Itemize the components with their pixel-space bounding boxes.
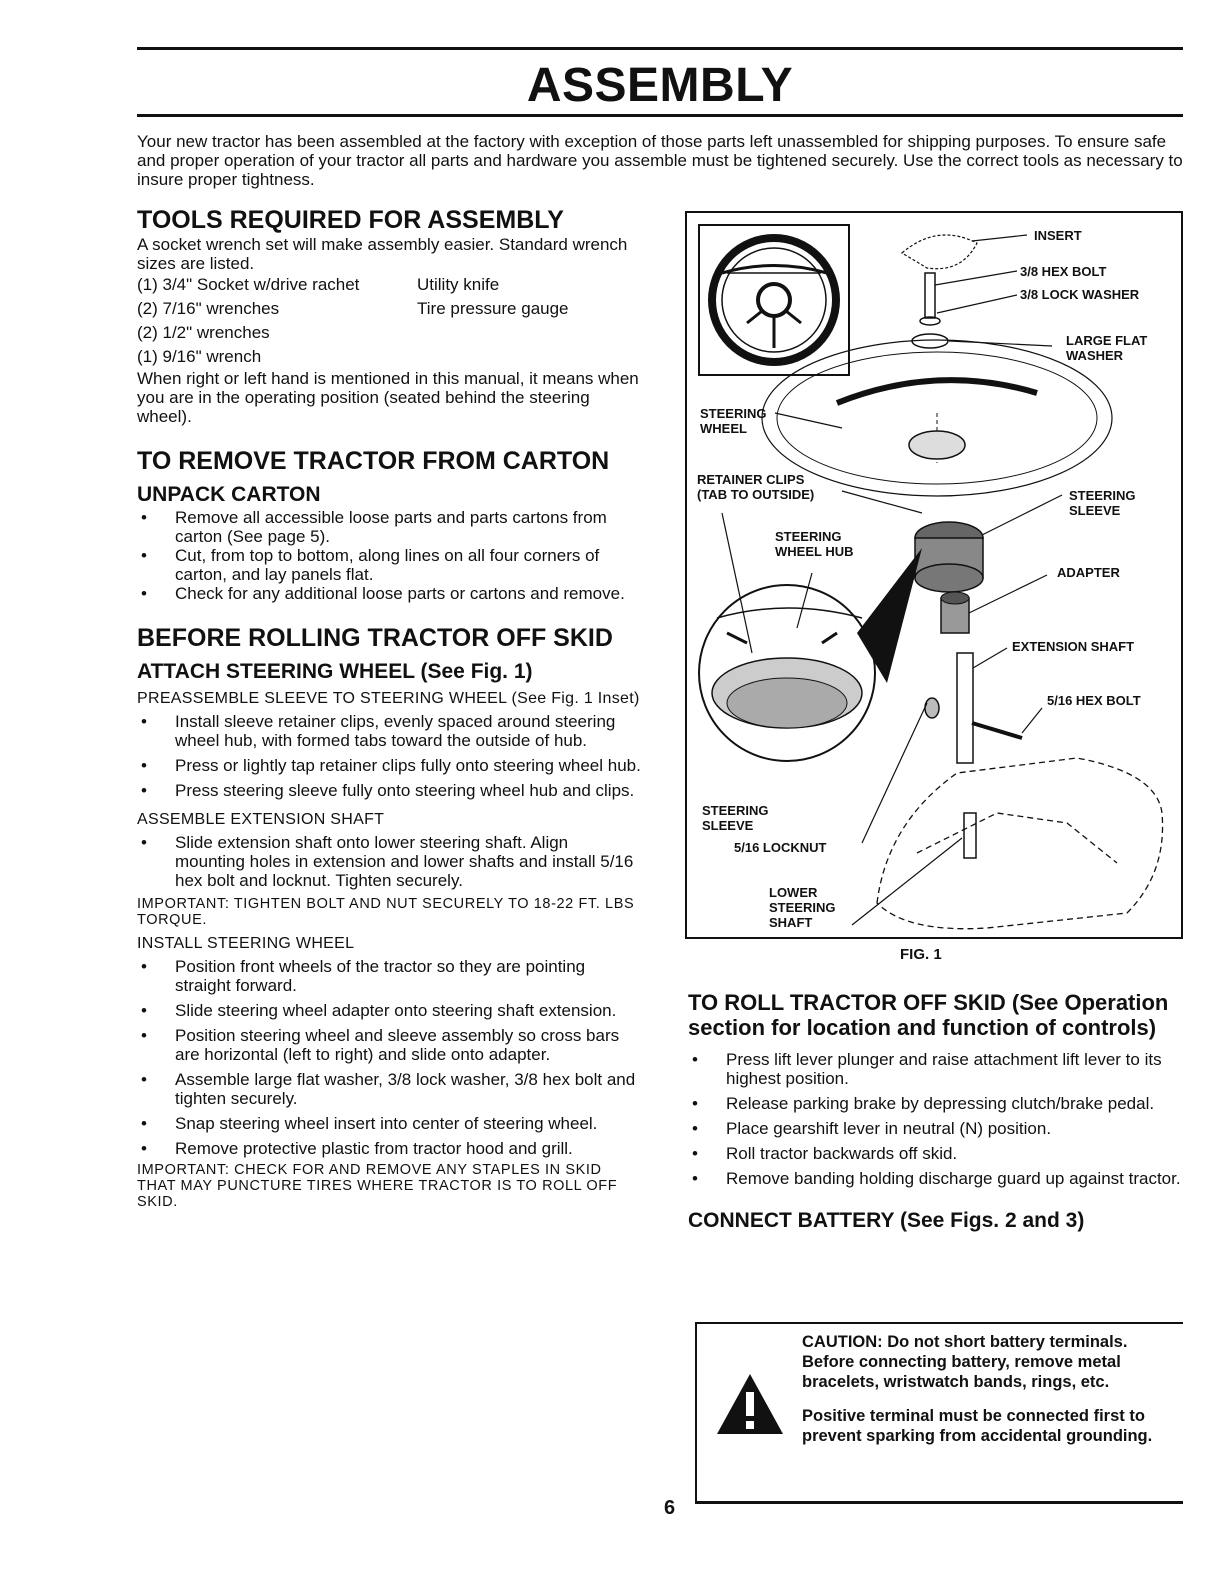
tools-heading: TOOLS REQUIRED FOR ASSEMBLY bbox=[137, 206, 564, 234]
list-item: • Remove protective plastic from tractor hood and grill. bbox=[141, 1139, 573, 1158]
caution-warning: CAUTION: Do not short battery terminals. Before connecting battery, remove metal bracelets, wristwatch bands, rings, etc. bbox=[802, 1333, 1128, 1391]
list-item: • Install sleeve retainer clips, evenly spaced around steering wheel hub, with formed tabs toward the outside of hub. bbox=[141, 712, 616, 750]
tool-item: (1) 3/4" Socket w/drive rachet bbox=[137, 275, 360, 294]
figure-1 bbox=[685, 211, 1183, 939]
battery-heading: CONNECT BATTERY (See Figs. 2 and 3) bbox=[688, 1209, 1085, 1232]
warning-triangle-icon bbox=[715, 1372, 785, 1436]
roll-list bbox=[688, 1050, 1188, 1188]
remove-heading: TO REMOVE TRACTOR FROM CARTON bbox=[137, 447, 610, 475]
important-staples: IMPORTANT: CHECK FOR AND REMOVE ANY STAPLES IN SKID THAT MAY PUNCTURE TIRES WHERE TRACTOR IS TO ROLL OFF SKID. bbox=[137, 1162, 618, 1210]
top-rule bbox=[137, 47, 1183, 50]
tool-item: (1) 9/16" wrench bbox=[137, 347, 262, 366]
attach-subheading: ATTACH STEERING WHEEL (See Fig. 1) bbox=[137, 660, 533, 683]
tool-item: (2) 7/16" wrenches bbox=[137, 299, 280, 318]
label-steering-wheel: STEERING WHEEL bbox=[700, 406, 767, 436]
label-adapter: ADAPTER bbox=[1057, 565, 1120, 580]
preassemble-title: PREASSEMBLE SLEEVE TO STEERING WHEEL (See Fig. 1 Inset) bbox=[137, 690, 640, 707]
list-item: • Press or lightly tap retainer clips fully onto steering wheel hub. bbox=[141, 756, 641, 775]
tool-item: Tire pressure gauge bbox=[417, 299, 569, 318]
caution-positive-terminal: Positive terminal must be connected first to prevent sparking from accidental grounding. bbox=[802, 1407, 1153, 1445]
tool-item: Utility knife bbox=[417, 275, 500, 294]
list-item: • Release parking brake by depressing clutch/brake pedal. bbox=[692, 1094, 1155, 1113]
title-rule bbox=[137, 114, 1183, 117]
tool-item bbox=[417, 321, 637, 345]
list-item: • Check for any additional loose parts or cartons and remove. bbox=[141, 584, 625, 603]
install-list bbox=[137, 957, 642, 1158]
list-item: • Press lift lever plunger and raise attachment lift lever to its highest position. bbox=[692, 1050, 1162, 1088]
important-torque: IMPORTANT: TIGHTEN BOLT AND NUT SECURELY TO 18-22 FT. LBS TORQUE. bbox=[137, 896, 635, 928]
caution-box bbox=[695, 1322, 1183, 1504]
extension-title: ASSEMBLE EXTENSION SHAFT bbox=[137, 811, 385, 828]
intro-paragraph: Your new tractor has been assembled at the factory with exception of those parts left unassembled for shipping purposes. To ensure safe and proper operation of your tractor all parts and hardware you assemble must be tightened securely. Use the correct tools as necessary to insure proper tightness. bbox=[137, 132, 1183, 189]
install-title: INSTALL STEERING WHEEL bbox=[137, 935, 355, 952]
unpack-subheading: UNPACK CARTON bbox=[137, 483, 321, 506]
list-item: • Position front wheels of the tractor so they are pointing straight forward. bbox=[141, 957, 586, 995]
label-lower-steering-shaft: LOWER STEERING SHAFT bbox=[769, 885, 836, 930]
list-item: • Assemble large flat washer, 3/8 lock washer, 3/8 hex bolt and tighten securely. bbox=[141, 1070, 636, 1108]
page-title: ASSEMBLY bbox=[526, 59, 794, 112]
extension-list bbox=[137, 833, 642, 890]
label-retainer-clips: RETAINER CLIPS (TAB TO OUTSIDE) bbox=[697, 472, 815, 502]
tools-list bbox=[137, 273, 642, 369]
tools-intro: A socket wrench set will make assembly easier. Standard wrench sizes are listed. bbox=[137, 235, 628, 273]
hand-note: When right or left hand is mentioned in this manual, it means when you are in the operating position (seated behind the steering wheel). bbox=[137, 369, 639, 426]
label-locknut: 5/16 LOCKNUT bbox=[734, 840, 827, 855]
label-steering-wheel-hub: STEERING WHEEL HUB bbox=[775, 529, 854, 559]
list-item: • Remove all accessible loose parts and parts cartons from carton (See page 5). bbox=[141, 508, 607, 546]
unpack-list bbox=[137, 508, 642, 603]
list-item: • Slide steering wheel adapter onto steering shaft extension. bbox=[141, 1001, 617, 1020]
tool-item bbox=[417, 345, 637, 369]
list-item: • Position steering wheel and sleeve assembly so cross bars are horizontal (left to right) and slide onto adapter. bbox=[141, 1026, 620, 1064]
list-item: • Cut, from top to bottom, along lines on all four corners of carton, and lay panels flat. bbox=[141, 546, 600, 584]
list-item: • Press steering sleeve fully onto steering wheel hub and clips. bbox=[141, 781, 635, 800]
label-steering-sleeve-right: STEERING SLEEVE bbox=[1069, 488, 1136, 518]
list-item: • Roll tractor backwards off skid. bbox=[692, 1144, 958, 1163]
label-516-hex-bolt: 5/16 HEX BOLT bbox=[1047, 693, 1141, 708]
label-flat-washer: LARGE FLAT WASHER bbox=[1066, 333, 1148, 363]
left-column bbox=[137, 205, 642, 1210]
label-extension-shaft: EXTENSION SHAFT bbox=[1012, 639, 1135, 654]
label-hex-bolt: 3/8 HEX BOLT bbox=[1020, 264, 1107, 279]
list-item: • Snap steering wheel insert into center of steering wheel. bbox=[141, 1114, 598, 1133]
label-lock-washer: 3/8 LOCK WASHER bbox=[1020, 287, 1140, 302]
right-column bbox=[688, 990, 1188, 1234]
label-steering-sleeve-left: STEERING SLEEVE bbox=[702, 803, 769, 833]
page-number: 6 bbox=[664, 1497, 676, 1519]
list-item: • Remove banding holding discharge guard up against tractor. bbox=[692, 1169, 1181, 1188]
preassemble-list bbox=[137, 712, 642, 800]
list-item: • Slide extension shaft onto lower steering shaft. Align mounting holes in extension and lower shafts and install 5/16 hex bolt and locknut. Tighten securely. bbox=[141, 833, 634, 890]
before-heading: BEFORE ROLLING TRACTOR OFF SKID bbox=[137, 624, 613, 652]
list-item: • Place gearshift lever in neutral (N) position. bbox=[692, 1119, 1052, 1138]
caution-text bbox=[802, 1332, 1177, 1446]
figure-caption: FIG. 1 bbox=[900, 946, 942, 963]
roll-heading: TO ROLL TRACTOR OFF SKID (See Operation section for location and function of controls) bbox=[688, 990, 1169, 1040]
label-insert: INSERT bbox=[1034, 228, 1082, 243]
tool-item: (2) 1/2" wrenches bbox=[137, 323, 270, 342]
